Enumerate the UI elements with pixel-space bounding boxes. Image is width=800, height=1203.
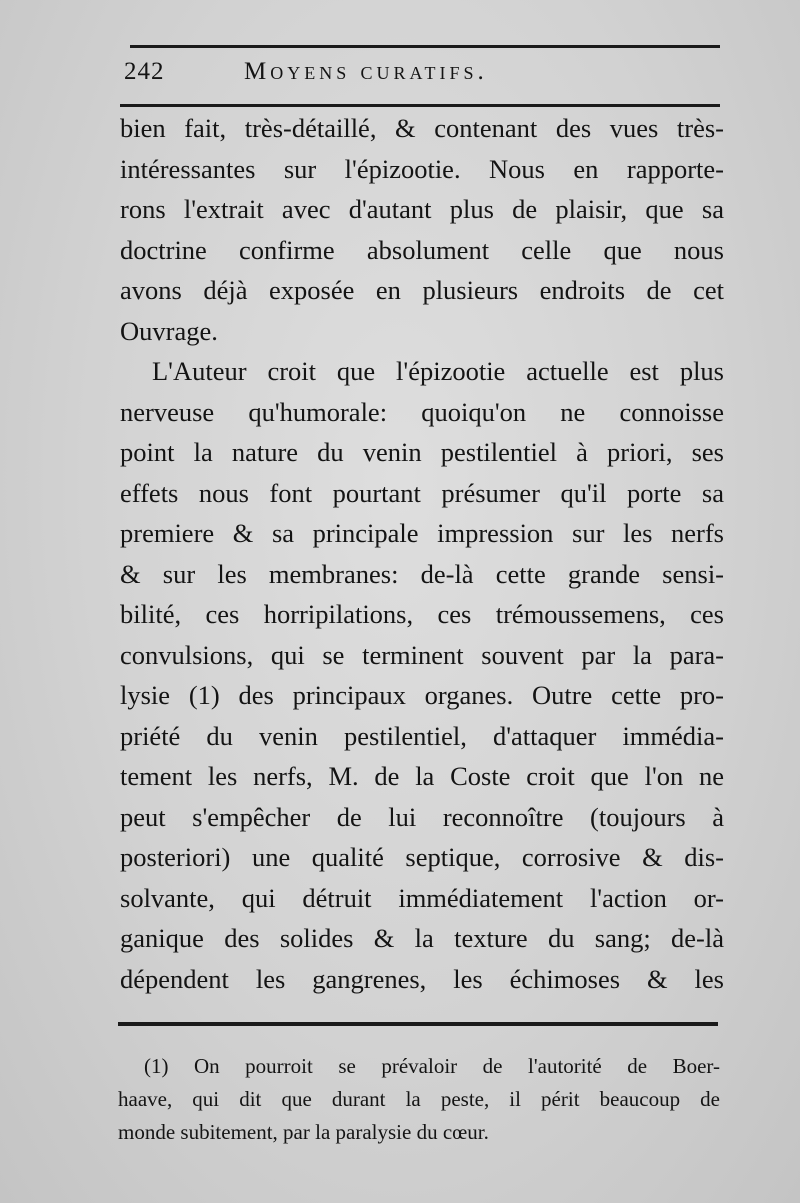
top-rule: [130, 45, 720, 48]
text-line: bien fait, très-détaillé, & contenant des vues très-: [120, 113, 724, 143]
text-line: dépendent les gangrenes, les échimoses & les: [120, 963, 724, 994]
footnote-rule: [118, 1022, 718, 1026]
footnote-line: monde subitement, par la paralysie du cœur.: [118, 1120, 489, 1144]
text-line: priété du venin pestilentiel, d'attaquer immédia-: [120, 720, 724, 751]
text-line: L'Auteur croit que l'épizootie actuelle est plus: [152, 356, 724, 386]
text-line: peut s'empêcher de lui reconnoître (toujours à: [120, 801, 724, 832]
body-text: [120, 108, 724, 999]
text-line: intéressantes sur l'épizootie. Nous en rapporte-: [120, 153, 724, 184]
text-line: doctrine confirme absolument celle que nous: [120, 234, 724, 265]
text-line: effets nous font pourtant présumer qu'il porte sa: [120, 477, 724, 508]
text-line: lysie (1) des principaux organes. Outre cette pro-: [120, 680, 724, 710]
page-number: 242: [124, 58, 165, 85]
footnote-line: haave, qui dit que durant la peste, il périt beaucoup de: [118, 1087, 720, 1111]
footnote: [118, 1050, 720, 1149]
text-line: nerveuse qu'humorale: quoiqu'on ne connoisse: [120, 396, 724, 427]
text-line: solvante, qui détruit immédiatement l'action or-: [120, 882, 724, 913]
text-line: premiere & sa principale impression sur les nerfs: [120, 518, 724, 548]
text-line: convulsions, qui se terminent souvent par la para-: [120, 639, 724, 670]
text-line: bilité, ces horripilations, ces trémoussemens, ces: [120, 599, 724, 629]
text-line: rons l'extrait avec d'autant plus de plaisir, que sa: [120, 194, 724, 224]
text-line: ganique des solides & la texture du sang; de-là: [120, 923, 724, 953]
text-line: Ouvrage.: [120, 315, 218, 346]
text-line: posteriori) une qualité septique, corrosive & dis-: [120, 842, 724, 872]
text-line: & sur les membranes: de-là cette grande sensi-: [120, 558, 724, 589]
header-rule: [120, 104, 720, 107]
text-line: point la nature du venin pestilentiel à priori, ses: [120, 437, 724, 467]
running-title: Moyens curatifs.: [244, 58, 488, 85]
text-line: tement les nerfs, M. de la Coste croit que l'on ne: [120, 761, 724, 791]
text-line: avons déjà exposée en plusieurs endroits de cet: [120, 275, 724, 305]
footnote-line: (1) On pourroit se prévaloir de l'autorité de Boer-: [144, 1054, 720, 1078]
page-header: [124, 54, 724, 94]
